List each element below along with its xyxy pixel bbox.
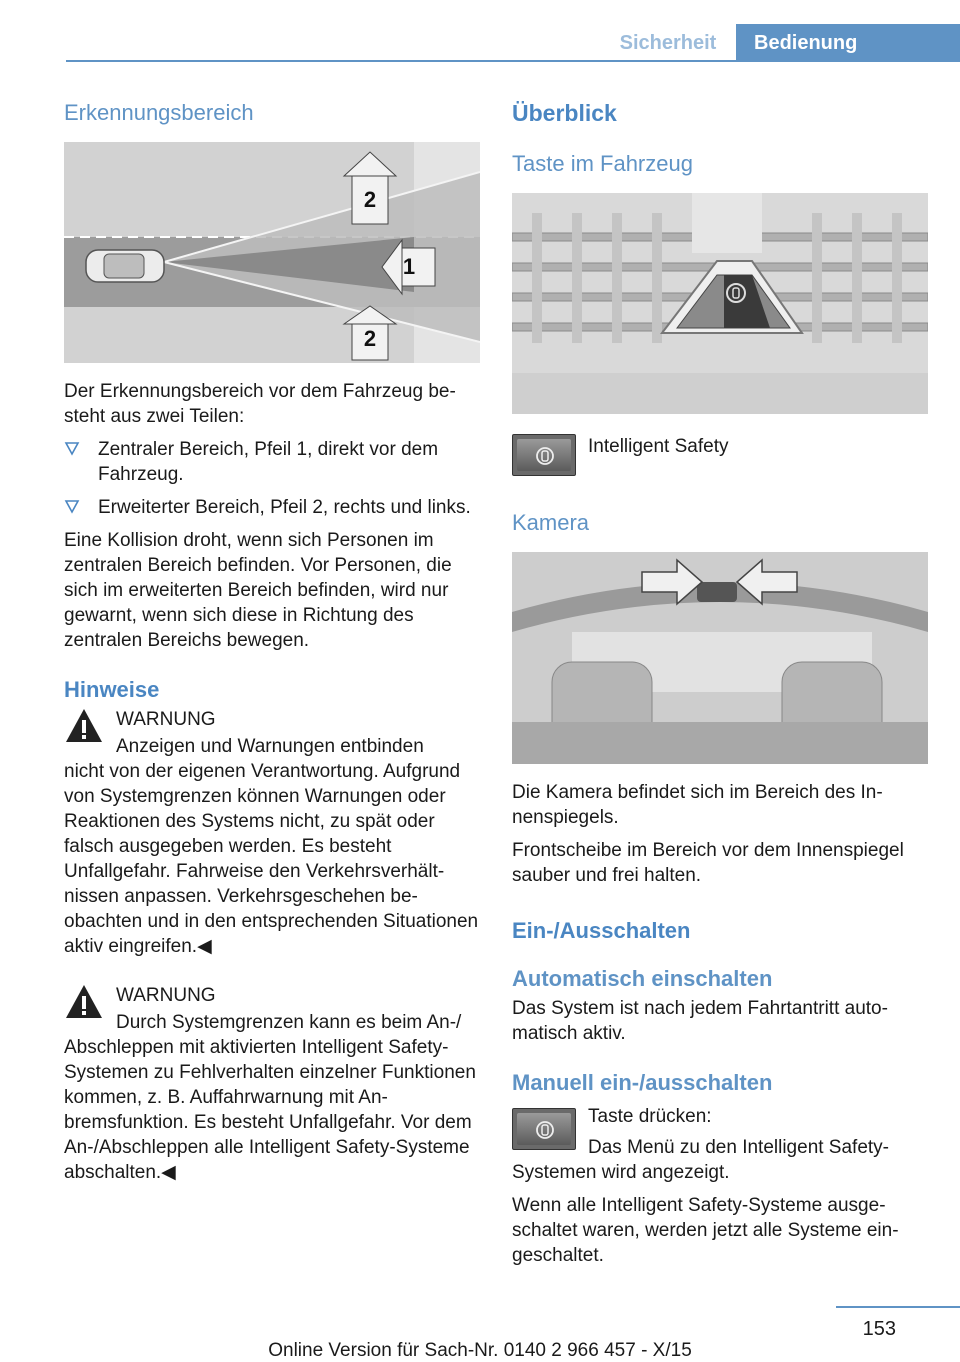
button-legend (512, 434, 928, 474)
list-item (64, 437, 480, 487)
svg-text:2: 2 (363, 326, 377, 351)
manual-step-text: Taste drücken: (588, 1106, 712, 1127)
manual-rest: Systemen wird angezeigt. (512, 1162, 730, 1183)
detection-diagram (64, 142, 480, 363)
button-caption: Intelligent Safety (588, 436, 729, 457)
list-item (64, 495, 480, 520)
kamera-text-1: Die Kamera befindet sich im Bereich des Innenspiegels. (512, 782, 883, 828)
detection-intro: Der Erkennungsbereich vor dem Fahrzeug besteht aus zwei Teilen: (64, 381, 456, 427)
footer-rule (836, 1306, 960, 1308)
manual-first-line: Das Menü zu den Intelligent Safety- (588, 1137, 890, 1158)
tab-bedienung[interactable]: Bedienung (736, 24, 960, 62)
interior-photo (512, 552, 928, 764)
onoff-heading: Ein-/Ausschalten (512, 918, 691, 943)
warning-first-line: Anzeigen und Warnungen entbinden (116, 736, 424, 757)
tab-sicherheit[interactable]: Sicherheit (619, 31, 717, 54)
bullet-text: Zentraler Bereich, Pfeil 1, direkt vor dem Fahrzeug. (98, 439, 439, 485)
right-column (512, 100, 928, 1268)
triangle-bullet-icon (64, 499, 80, 515)
svg-text:2: 2 (363, 187, 377, 212)
warning-triangle-icon (64, 707, 104, 745)
detection-list (64, 437, 480, 520)
manual-step (512, 1104, 928, 1185)
collision-paragraph: Eine Kollision droht, wenn sich Personen im zentralen Bereich befinden. Vor Personen, die sich im erweiterten Bereich befinden, wird nur gewarnt, wenn sich diese in Richtung des zentralen Bereichs bewegen. (64, 530, 452, 651)
kamera-text-2: Frontscheibe im Bereich vor dem Innenspiegel sauber und frei halten. (512, 840, 904, 886)
auto-text: Das System ist nach jedem Fahrtantritt automatisch aktiv. (512, 998, 888, 1044)
footer-text: Online Version für Sach-Nr. 0140 2 966 457 - X/15 (268, 1340, 692, 1361)
warning-text: nicht von der eigenen Verantwortung. Aufgrund von Systemgrenzen können Warnungen oder Reaktionen des Systems nicht, zu spät oder falsch ausgegeben werden. Es besteht Unfallgefahr. Fahrweise den Verkehrsverhältnissen anpassen. Verkehrsgeschehen beobachten und in den entsprechenden Situationen aktiv eingreifen.◀ (64, 761, 479, 957)
intelligent-safety-button[interactable] (512, 434, 576, 476)
detection-area-figure (64, 142, 480, 363)
subheading-taste: Taste im Fahrzeug (512, 151, 693, 176)
header-rule (66, 60, 960, 62)
manual-paragraph: Wenn alle Intelligent Safety-Systeme ausgeschaltet waren, werden jetzt alle Systeme eingeschaltet. (512, 1195, 899, 1266)
subheading-kamera: Kamera (512, 510, 590, 535)
svg-text:1: 1 (402, 254, 416, 279)
notes-heading: Hinweise (64, 677, 160, 702)
camera-location-figure (512, 552, 928, 764)
intelligent-safety-button[interactable] (512, 1108, 576, 1150)
left-column (64, 100, 480, 1185)
manual-heading: Manuell ein-/ausschalten (512, 1070, 773, 1095)
page-number: 153 (862, 1318, 896, 1340)
warning-text: Abschleppen mit aktivierten Intelligent Safety-Systemen zu Fehlverhalten einzelner Funktionen kommen, z. B. Auffahrwarnung mit Anbremsfunktion. Es besteht Unfallgefahr. Vor dem An-/Abschleppen alle Intelligent Safety-Systeme abschalten.◀ (64, 1037, 476, 1183)
auto-heading: Automatisch einschalten (512, 966, 773, 991)
console-photo (512, 193, 928, 414)
warning-block-2 (64, 983, 480, 1185)
warning-block-1 (64, 707, 480, 959)
warning-triangle-icon (64, 983, 104, 1021)
safety-icon (535, 446, 555, 466)
warning-title: WARNUNG (116, 985, 216, 1006)
car-icon (86, 250, 164, 282)
triangle-bullet-icon (64, 441, 80, 457)
warning-first-line: Durch Systemgrenzen kann es beim An-/ (116, 1012, 462, 1033)
bullet-text: Erweiterter Bereich, Pfeil 2, rechts und links. (98, 497, 471, 518)
section-heading-ueberblick: Überblick (512, 100, 617, 126)
safety-icon (535, 1120, 555, 1140)
warning-title: WARNUNG (116, 709, 216, 730)
button-location-figure (512, 193, 928, 414)
section-heading-erkennungsbereich: Erkennungsbereich (64, 100, 254, 125)
